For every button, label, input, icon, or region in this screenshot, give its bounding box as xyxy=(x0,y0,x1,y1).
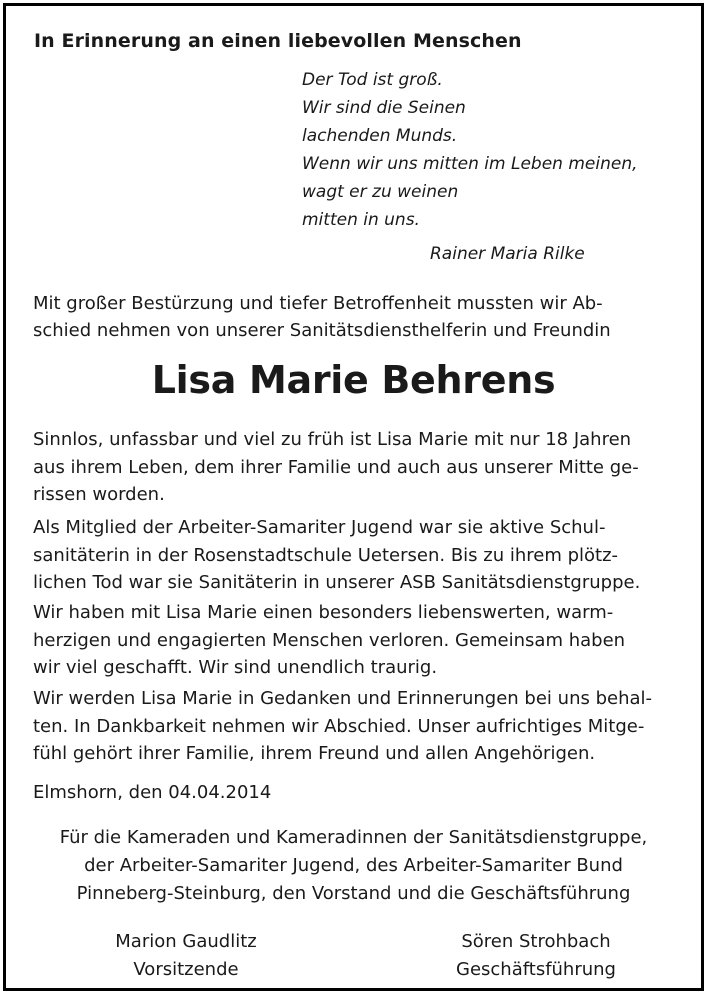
intro-text xyxy=(33,290,661,344)
obituary-notice xyxy=(3,3,704,991)
paragraph-line: wir viel geschafft. Wir sind unendlich traurig. xyxy=(33,657,438,678)
signature-name: Sören Strohbach xyxy=(461,931,611,952)
paragraph-line: Wir haben mit Lisa Marie einen besonders liebenswerten, warm- xyxy=(33,602,614,623)
paragraph xyxy=(33,599,663,682)
poem-line: Wenn wir uns mitten im Leben meinen, xyxy=(302,154,638,174)
closing-text xyxy=(6,824,701,908)
notice-heading: In Erinnerung an einen liebevollen Menschen xyxy=(34,30,522,52)
poem-author: Rainer Maria Rilke xyxy=(430,244,585,264)
poem xyxy=(302,66,638,234)
signature-role: Vorsitzende xyxy=(133,959,239,980)
paragraph-line: Wir werden Lisa Marie in Gedanken und Erinnerungen bei uns behal- xyxy=(33,688,653,709)
closing-line: Für die Kameraden und Kameradinnen der Sanitätsdienstgruppe, xyxy=(59,827,648,848)
poem-line: Wir sind die Seinen xyxy=(302,98,466,118)
paragraph-line: rissen worden. xyxy=(33,484,165,505)
paragraph-line: sanitäterin in der Rosenstadtschule Uetersen. Bis zu ihrem plötz- xyxy=(33,544,619,566)
paragraph xyxy=(33,514,663,597)
place-date: Elmshorn, den 04.04.2014 xyxy=(33,782,272,803)
signature-name: Marion Gaudlitz xyxy=(115,931,257,952)
closing-line: Pinneberg-Steinburg, den Vorstand und die Geschäftsführung xyxy=(76,883,631,904)
poem-line: lachenden Munds. xyxy=(302,126,458,146)
poem-line: mitten in uns. xyxy=(302,210,420,230)
paragraph-line: Sinnlos, unfassbar und viel zu früh ist Lisa Marie mit nur 18 Jahren xyxy=(33,429,632,450)
signature-left xyxy=(96,928,276,984)
intro-line: Mit großer Bestürzung und tiefer Betroffenheit mussten wir Ab- xyxy=(33,293,603,314)
paragraph xyxy=(33,426,663,509)
paragraph-line: lichen Tod war sie Sanitäterin in unserer ASB Sanitätsdienstgruppe. xyxy=(33,572,641,593)
paragraph-line: fühl gehört ihrer Familie, ihrem Freund und allen Angehörigen. xyxy=(33,743,596,764)
closing-line: der Arbeiter-Samariter Jugend, des Arbeiter-Samariter Bund xyxy=(84,855,623,876)
paragraph-line: ten. In Dankbarkeit nehmen wir Abschied. Unser aufrichtiges Mitge- xyxy=(33,715,645,737)
paragraph-line: herzigen und engagierten Menschen verloren. Gemeinsam haben xyxy=(33,629,626,651)
poem-line: wagt er zu weinen xyxy=(302,182,459,202)
paragraph-line: aus ihrem Leben, dem ihrer Familie und auch aus unserer Mitte ge- xyxy=(33,456,639,478)
signature-right xyxy=(446,928,626,984)
deceased-name: Lisa Marie Behrens xyxy=(151,358,556,402)
poem-line: Der Tod ist groß. xyxy=(302,70,443,90)
paragraph-line: Als Mitglied der Arbeiter-Samariter Jugend war sie aktive Schul- xyxy=(33,517,606,538)
signature-role: Geschäftsführung xyxy=(456,959,616,980)
intro-line: schied nehmen von unserer Sanitätsdiensthelferin und Freundin xyxy=(33,320,611,341)
paragraph xyxy=(33,685,663,768)
